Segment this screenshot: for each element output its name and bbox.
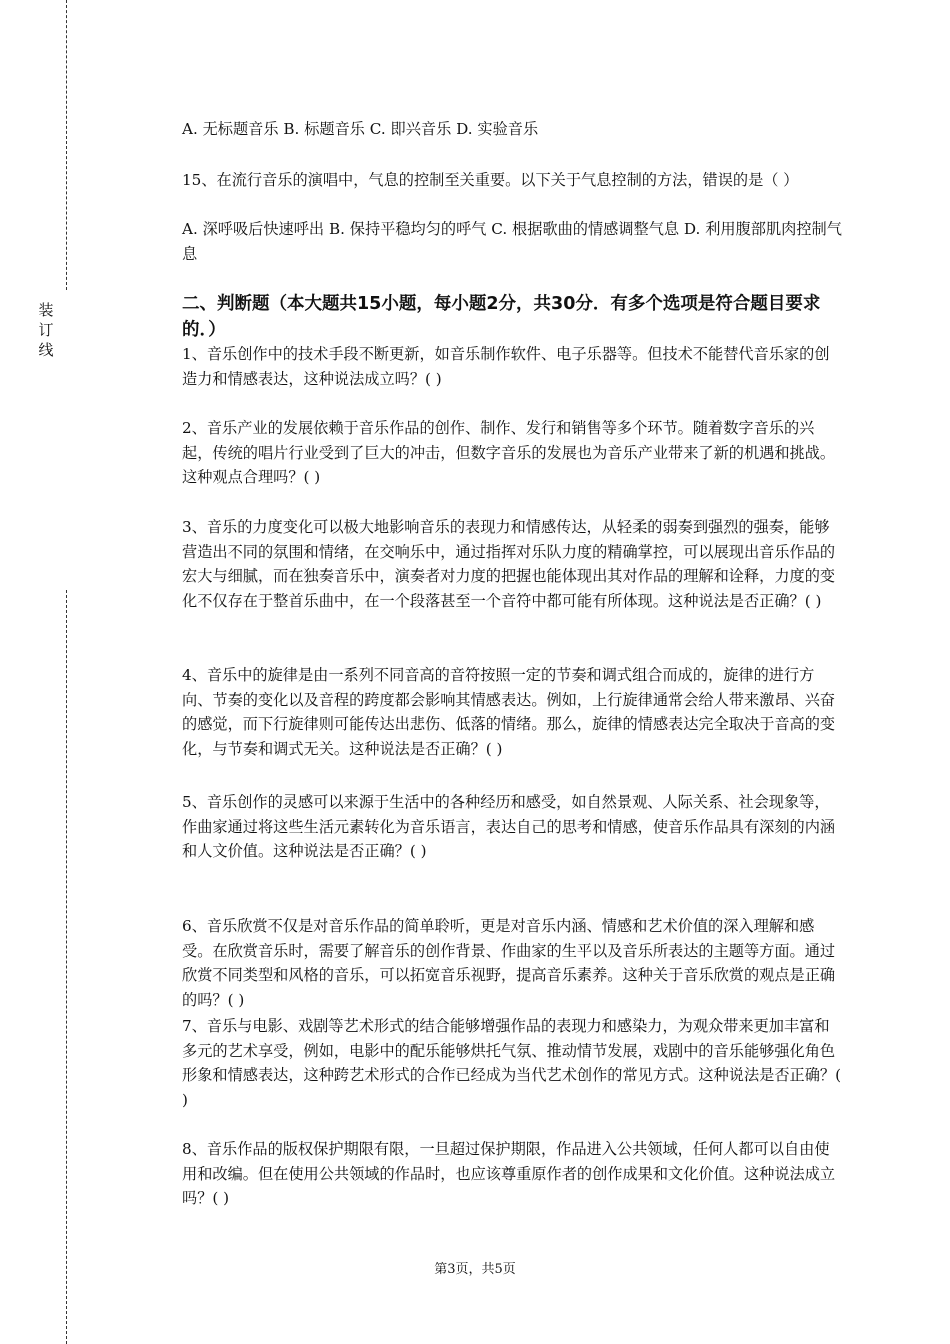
section-heading: 二、判断题（本大题共15小题，每小题2分，共30分．有多个选项是符合题目要求的．） — [182, 294, 821, 340]
q15-stem: 15、在流行音乐的演唱中，气息的控制至关重要。以下关于气息控制的方法，错误的是（ ） — [182, 171, 799, 189]
judgement-question: 5、音乐创作的灵感可以来源于生活中的各种经历和感受，如自然景观、人际关系、社会现象等，作曲家通过将这些生活元素转化为音乐语言，表达自己的思考和情感，使音乐作品具有深刻的内涵和人文价值。这种说法是否正确？( ) — [182, 793, 836, 860]
judgement-question: 7、音乐与电影、戏剧等艺术形式的结合能够增强作品的表现力和感染力，为观众带来更加丰富和多元的艺术享受，例如，电影中的配乐能够烘托气氛、推动情节发展，戏剧中的音乐能够强化角色形象和情感表达，这种跨艺术形式的合作已经成为当代艺术创作的常见方式。这种说法是否正确？( ) — [182, 1017, 841, 1109]
binding-char: 订 — [38, 321, 54, 339]
q14-options: A. 无标题音乐 B. 标题音乐 C. 即兴音乐 D. 实验音乐 — [182, 120, 539, 138]
judgement-question: 6、音乐欣赏不仅是对音乐作品的简单聆听，更是对音乐内涵、情感和艺术价值的深入理解和感受。在欣赏音乐时，需要了解音乐的创作背景、作曲家的生平以及音乐所表达的主题等方面。通过欣赏不同类型和风格的音乐，可以拓宽音乐视野，提高音乐素养。这种关于音乐欣赏的观点是正确的吗？( ) — [182, 917, 836, 1009]
judgement-question: 2、音乐产业的发展依赖于音乐作品的创作、制作、发行和销售等多个环节。随着数字音乐的兴起，传统的唱片行业受到了巨大的冲击，但数字音乐的发展也为音乐产业带来了新的机遇和挑战。这种观点合理吗？( ) — [182, 419, 836, 486]
judgement-question: 4、音乐中的旋律是由一系列不同音高的音符按照一定的节奏和调式组合而成的，旋律的进行方向、节奏的变化以及音程的跨度都会影响其情感表达。例如，上行旋律通常会给人带来激昂、兴奋的感觉，而下行旋律则可能传达出悲伤、低落的情绪。那么，旋律的情感表达完全取决于音高的变化，与节奏和调式无关。这种说法是否正确？( ) — [182, 666, 836, 758]
judgement-question: 1、音乐创作中的技术手段不断更新，如音乐制作软件、电子乐器等。但技术不能替代音乐家的创造力和情感表达，这种说法成立吗？( ) — [182, 345, 830, 388]
binding-dashed-line-bottom — [66, 590, 67, 1344]
judgement-question: 8、音乐作品的版权保护期限有限，一旦超过保护期限，作品进入公共领域，任何人都可以自由使用和改编。但在使用公共领域的作品时，也应该尊重原作者的创作成果和文化价值。这种说法成立吗？( ) — [182, 1140, 836, 1207]
binding-char: 线 — [38, 341, 54, 359]
binding-label — [36, 300, 56, 360]
binding-char: 装 — [38, 301, 54, 319]
binding-dashed-line-top — [66, 0, 67, 290]
judgement-question: 3、音乐的力度变化可以极大地影响音乐的表现力和情感传达，从轻柔的弱奏到强烈的强奏，能够营造出不同的氛围和情绪，在交响乐中，通过指挥对乐队力度的精确掌控，可以展现出音乐作品的宏大与细腻，而在独奏音乐中，演奏者对力度的把握也能体现出其对作品的理解和诠释，力度的变化不仅存在于整首乐曲中，在一个段落甚至一个音符中都可能有所体现。这种说法是否正确？( ) — [182, 518, 836, 610]
q15-options: A. 深呼吸后快速呼出 B. 保持平稳均匀的呼气 C. 根据歌曲的情感调整气息 D. 利用腹部肌肉控制气息 — [182, 220, 842, 263]
page-footer: 第3页，共5页 — [434, 1262, 516, 1277]
